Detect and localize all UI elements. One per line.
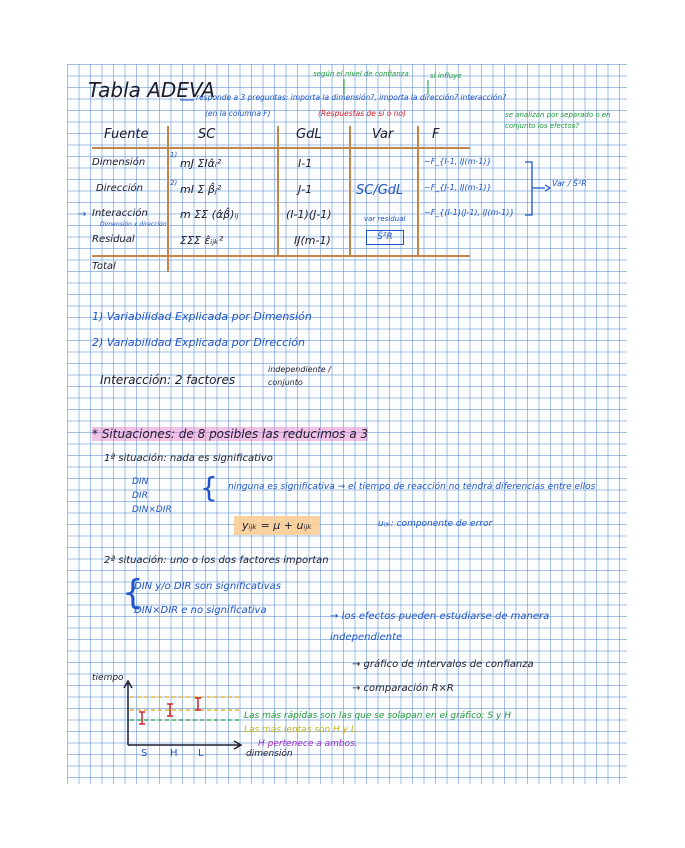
s2-a: → gráfico de intervalos de confianza bbox=[352, 659, 534, 670]
chart-intervals bbox=[139, 698, 201, 724]
s2-item-2: DIN×DIR e no significativa bbox=[134, 605, 267, 616]
note-1: 1) Variabilidad Explicada por Dimensión bbox=[92, 310, 312, 323]
header-fuente: Fuente bbox=[104, 127, 149, 142]
row-residual-fuente: Residual bbox=[92, 234, 135, 245]
s2-b: → comparación R×R bbox=[352, 683, 454, 694]
chart-guides bbox=[130, 697, 240, 710]
s2-item-1: DIN y/o DIR son significativas bbox=[134, 581, 282, 592]
row-interaccion-gdl: (I-1)(J-1) bbox=[286, 208, 332, 221]
conclusion-2: Las más lentas son H y L. bbox=[244, 725, 359, 735]
title-note-red: (Respuestas de sí o no) bbox=[318, 109, 406, 118]
row-interaccion-sc: m ΣΣ (α̂β̂)ᵢⱼ bbox=[180, 208, 239, 221]
s2-brace: { bbox=[122, 573, 144, 613]
conclusion-1: Las más rápidas son las que se solapan en el gráfico: S y H bbox=[244, 711, 511, 721]
row-dimension-fuente: Dimensión bbox=[92, 157, 146, 168]
s1-item-dinxdir: DIN×DIR bbox=[132, 505, 172, 515]
f-result: Var / Ŝ²R bbox=[552, 179, 587, 188]
row-direccion-gdl: J-1 bbox=[298, 183, 313, 196]
s1-item-din: DIN bbox=[132, 477, 149, 487]
row-interaccion-fuente: Interacción bbox=[92, 208, 148, 219]
row-dimension-f: ~F_{I-1, IJ(m-1)} bbox=[424, 157, 492, 166]
row-direccion-sup: 2) bbox=[170, 179, 178, 187]
chart-cat-s: S bbox=[141, 748, 148, 759]
interaccion: Interacción: 2 factores bbox=[100, 373, 236, 387]
header-gdl: GdL bbox=[296, 127, 322, 142]
row-residual-gdl: IJ(m-1) bbox=[294, 234, 331, 247]
row-direccion-sc: mI Σ β̂ⱼ² bbox=[180, 183, 222, 196]
conclusion-3: H pertenece a ambos. bbox=[258, 739, 358, 749]
situaciones bbox=[92, 428, 368, 440]
situaciones-text: * Situaciones: de 8 posibles las reducimos a 3 bbox=[92, 427, 369, 441]
s1-brace: { bbox=[200, 471, 218, 504]
row-direccion-f: ~F_{J-1, IJ(m-1)} bbox=[424, 183, 492, 192]
note-2: 2) Variabilidad Explicada por Dirección bbox=[92, 336, 305, 349]
note-influye: sí influye bbox=[430, 72, 462, 80]
chart-cat-h: H bbox=[170, 748, 178, 759]
chart-cat-l: L bbox=[198, 748, 204, 759]
row-residual-sc: ΣΣΣ ε̂ᵢⱼₖ² bbox=[180, 234, 224, 247]
s2-text: → los efectos pueden estudiarse de manera independiente bbox=[330, 611, 550, 643]
var-label: SC/GdL bbox=[356, 183, 404, 198]
s2-label: 2ª situación: uno o los dos factores importan bbox=[104, 555, 329, 566]
row-total-fuente: Total bbox=[92, 261, 116, 272]
var-box: Ŝ²R bbox=[366, 230, 404, 245]
s1-item-dir: DIR bbox=[132, 491, 148, 501]
row-direccion-fuente: Dirección bbox=[96, 183, 143, 194]
interaccion-opts: independiente / conjunto bbox=[268, 365, 331, 387]
header-var: Var bbox=[372, 127, 394, 142]
model: yᵢⱼₖ = μ + uᵢⱼₖ bbox=[234, 516, 320, 535]
row-interaccion-f: ~F_{(I-1)(J-1), IJ(m-1)} bbox=[424, 208, 515, 217]
s1-label: 1ª situación: nada es significativo bbox=[104, 453, 273, 464]
note-nivel-confianza: según el nivel de confianza bbox=[313, 70, 409, 78]
model-note: uᵢⱼₖ: componente de error bbox=[378, 519, 493, 529]
title-note: responde a 3 preguntas: importa la dimensión?, importa la dirección? interacción? bbox=[196, 93, 507, 102]
chart-xlabel: dimensión bbox=[246, 749, 293, 759]
title-text: Tabla ADEVA bbox=[88, 78, 215, 102]
header-f: F bbox=[432, 127, 440, 142]
title-note-sub: (en la columna F) bbox=[205, 109, 271, 118]
row-interaccion-arrow: → bbox=[78, 209, 87, 220]
s1-text: ninguna es significativa → el tiempo de reacción no tendrá diferencias entre ellos bbox=[228, 482, 596, 492]
row-dimension-sup: 1) bbox=[170, 151, 178, 159]
header-sc: SC bbox=[198, 127, 216, 142]
row-dimension-sc: mJ ΣIα̂ᵢ² bbox=[180, 157, 222, 170]
chart-ylabel: tiempo bbox=[92, 673, 124, 683]
row-interaccion-sub: Dimensión x dirección bbox=[100, 221, 167, 228]
row-dimension-gdl: I-1 bbox=[298, 157, 313, 170]
note-right: se analizan por separado o en conjunto los efectos? bbox=[505, 111, 611, 130]
var-residual: var residual bbox=[364, 215, 406, 223]
